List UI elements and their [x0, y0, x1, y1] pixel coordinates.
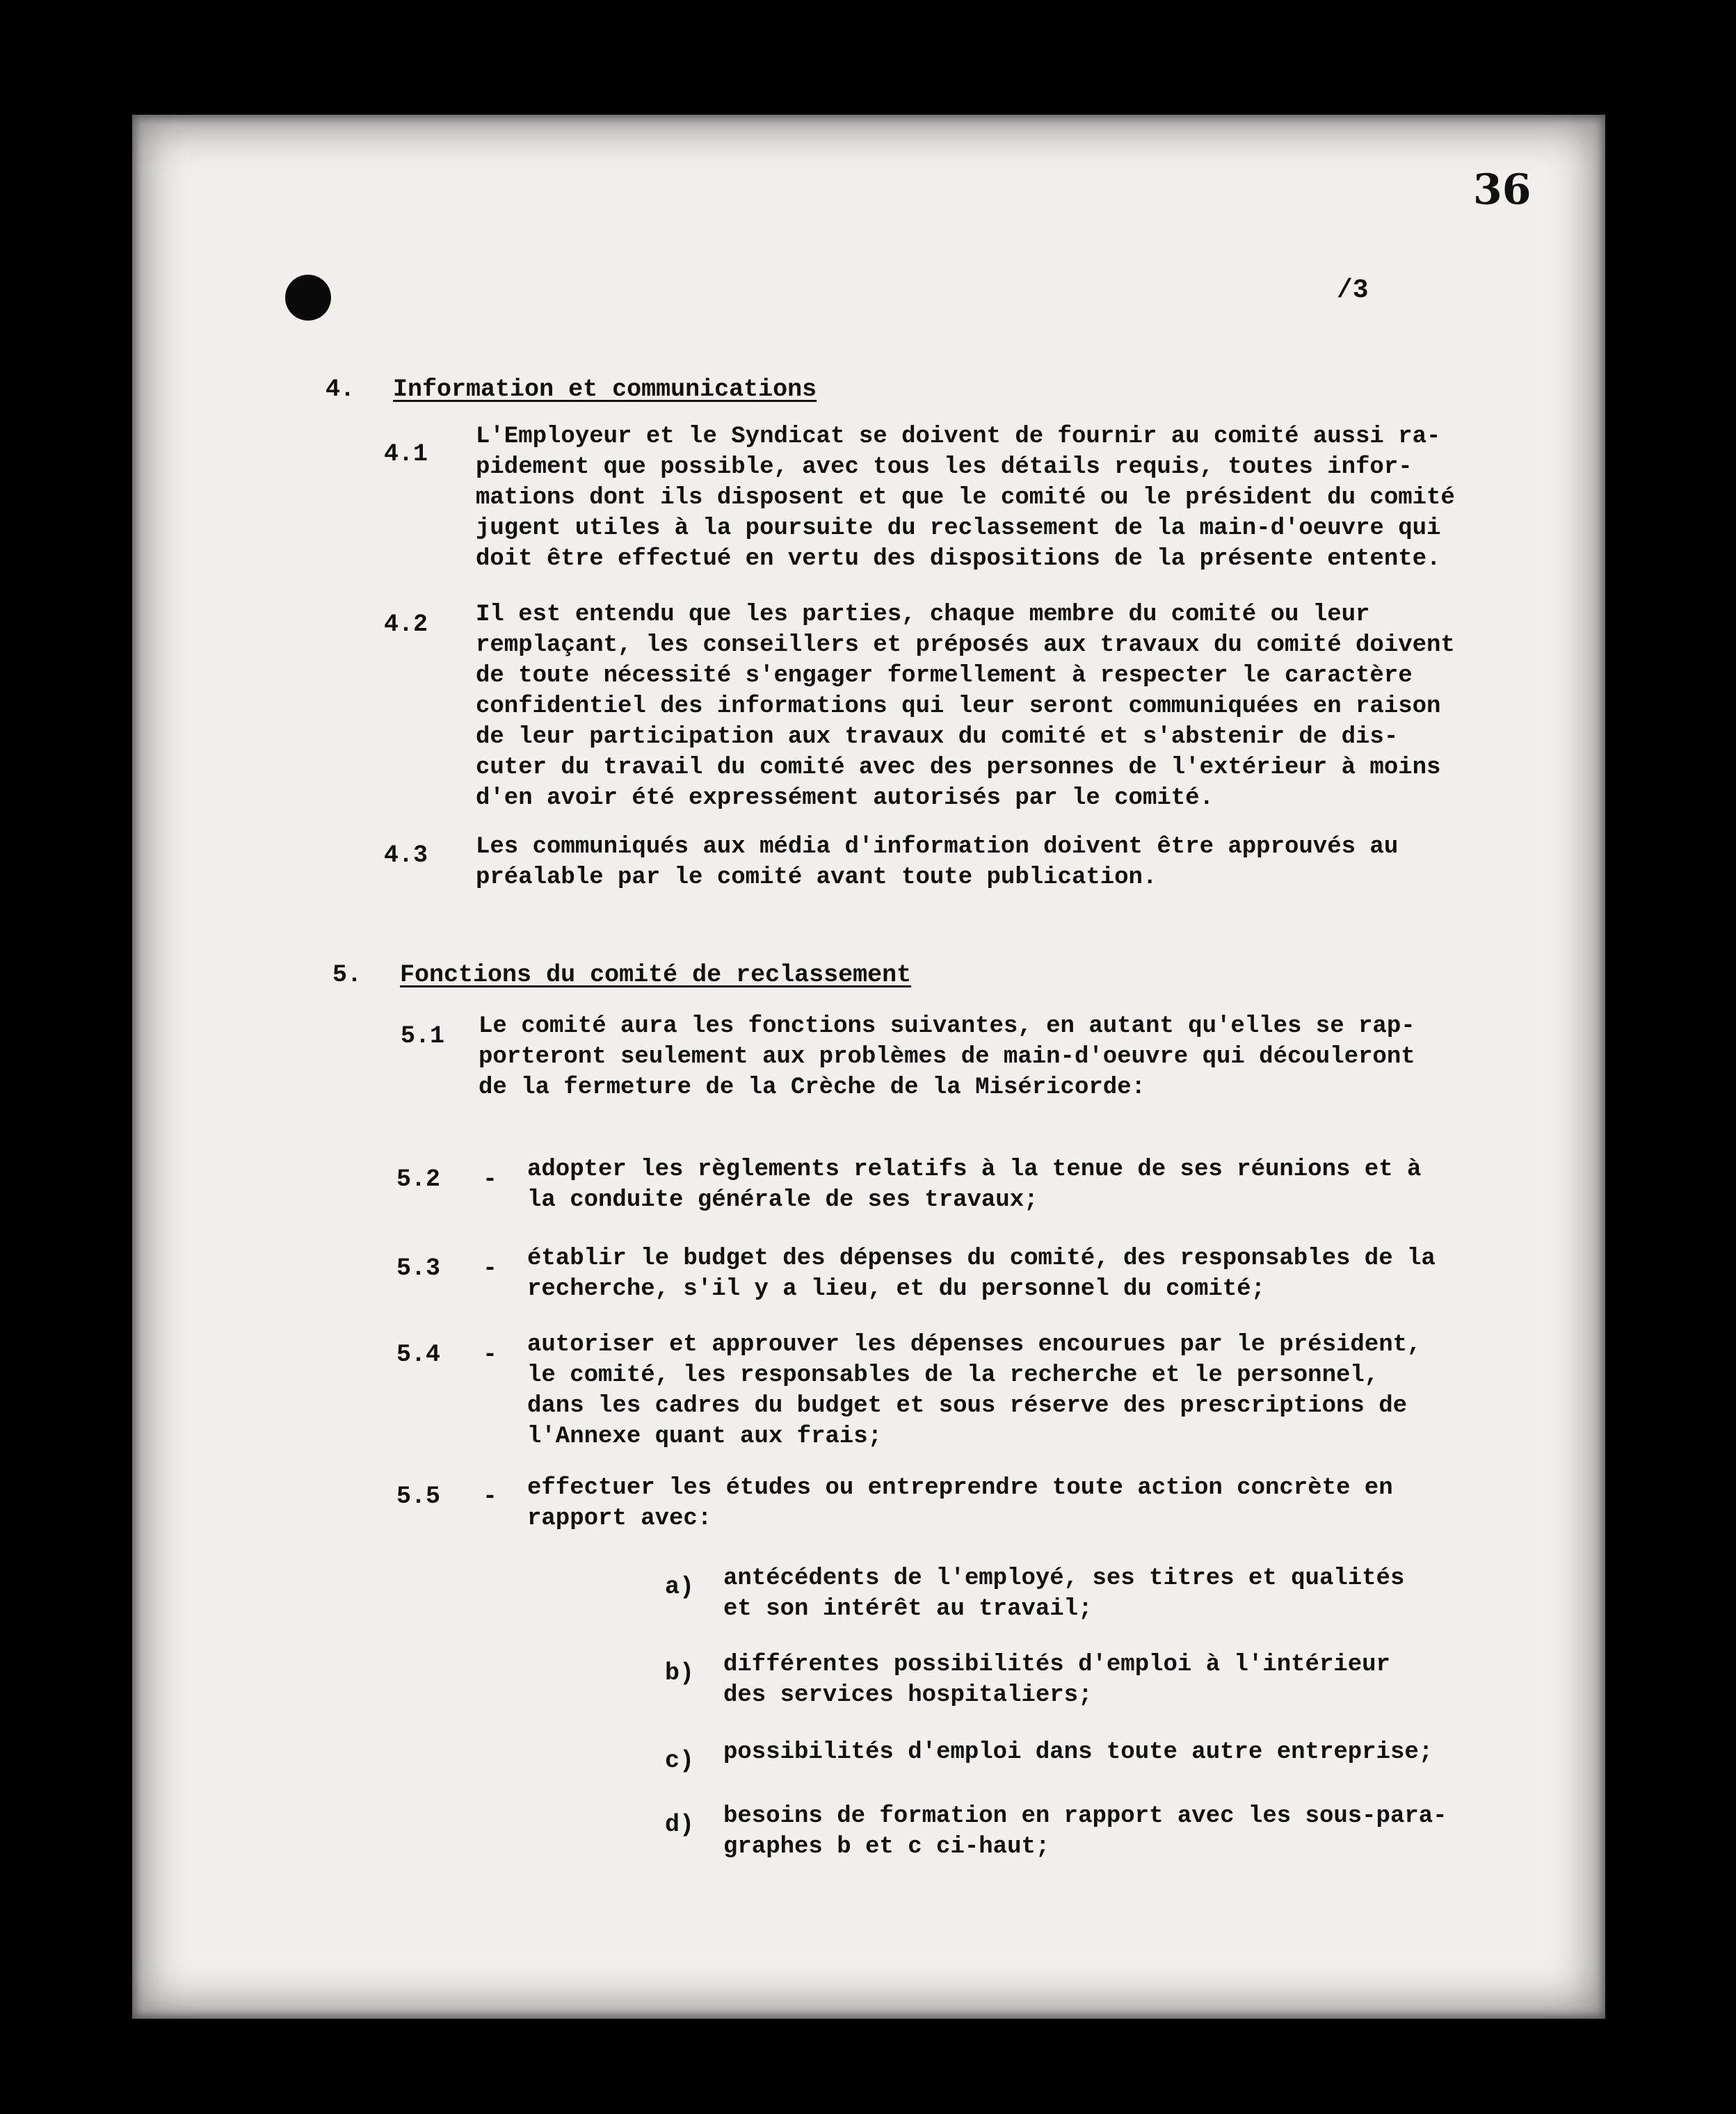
section-4-heading — [326, 376, 817, 403]
item-number: 5.1 — [401, 1022, 445, 1050]
item-number: 5.2 — [396, 1165, 441, 1193]
list-dash: - — [483, 1483, 498, 1510]
subitem-c: possibilités d'emploi dans toute autre entreprise; — [723, 1739, 1433, 1766]
section-5-heading — [332, 961, 911, 989]
page-number: 36 — [1473, 166, 1532, 214]
item-number: 4.3 — [384, 841, 428, 869]
item-number: 4.2 — [384, 611, 428, 638]
subitem-letter: a) — [665, 1573, 695, 1601]
paragraph-4-2: Il est entendu que les parties, chaque membre du comité ou leur remplaçant, les conseillers et préposés aux travaux du comité doivent de toute nécessité s'engager formellement à respecter le caractère confidentiel des informations qui leur seront communiquées en raison de leur participation aux travaux du comité et s'abstenir de dis- cuter du travail du comité avec des personnes de l'extérieur à moins d'en avoir été expressément autorisés par le comité. — [476, 602, 1455, 812]
paragraph-4-3: Les communiqués aux média d'information doivent être approuvés au préalable par le comité avant toute publication. — [476, 834, 1399, 891]
section-title: Information et communications — [393, 376, 817, 403]
section-number: 5. — [332, 961, 362, 989]
paragraph-5-3: établir le budget des dépenses du comité, des responsables de la recherche, s'il y a lieu, et du personnel du comité; — [527, 1245, 1436, 1302]
paragraph-5-5: effectuer les études ou entreprendre toute action concrète en rapport avec: — [527, 1475, 1393, 1532]
section-title: Fonctions du comité de reclassement — [400, 961, 912, 989]
subitem-b: différentes possibilités d'emploi à l'intérieur des services hospitaliers; — [723, 1652, 1390, 1709]
subitem-letter: d) — [665, 1811, 695, 1839]
punch-hole — [285, 275, 331, 321]
list-dash: - — [483, 1341, 498, 1369]
page-reference: /3 — [1337, 275, 1369, 305]
list-dash: - — [483, 1165, 498, 1193]
paragraph-5-2: adopter les règlements relatifs à la tenue de ses réunions et à la conduite générale de ses travaux; — [527, 1156, 1422, 1213]
subitem-d: besoins de formation en rapport avec les sous-para- graphes b et c ci-haut; — [723, 1803, 1447, 1860]
item-number: 5.4 — [396, 1341, 441, 1369]
item-number: 5.3 — [396, 1254, 441, 1282]
paragraph-5-4: autoriser et approuver les dépenses encourues par le président, le comité, les responsables de la recherche et le personnel, dans les cadres du budget et sous réserve des prescriptions de l'Annexe quant aux frais; — [527, 1332, 1422, 1450]
section-number: 4. — [326, 376, 355, 403]
paragraph-4-1: L'Employeur et le Syndicat se doivent de fournir au comité aussi ra- pidement que possible, avec tous les détails requis, toutes infor- mations dont ils disposent et que le comité ou le président du comité jugent utiles à la poursuite du reclassement de la main-d'oeuvre qui doit être effectué en vertu des dispositions de la présente entente. — [476, 423, 1455, 572]
subitem-letter: b) — [665, 1659, 695, 1687]
subitem-a: antécédents de l'employé, ses titres et qualités et son intérêt au travail; — [723, 1565, 1405, 1622]
item-number: 4.1 — [384, 440, 428, 468]
list-dash: - — [483, 1254, 498, 1282]
paragraph-5-1: Le comité aura les fonctions suivantes, en autant qu'elles se rap- porteront seulement aux problèmes de main-d'oeuvre qui découleront de la fermeture de la Crèche de la Miséricorde: — [479, 1013, 1415, 1101]
subitem-letter: c) — [665, 1747, 695, 1775]
item-number: 5.5 — [396, 1483, 441, 1510]
